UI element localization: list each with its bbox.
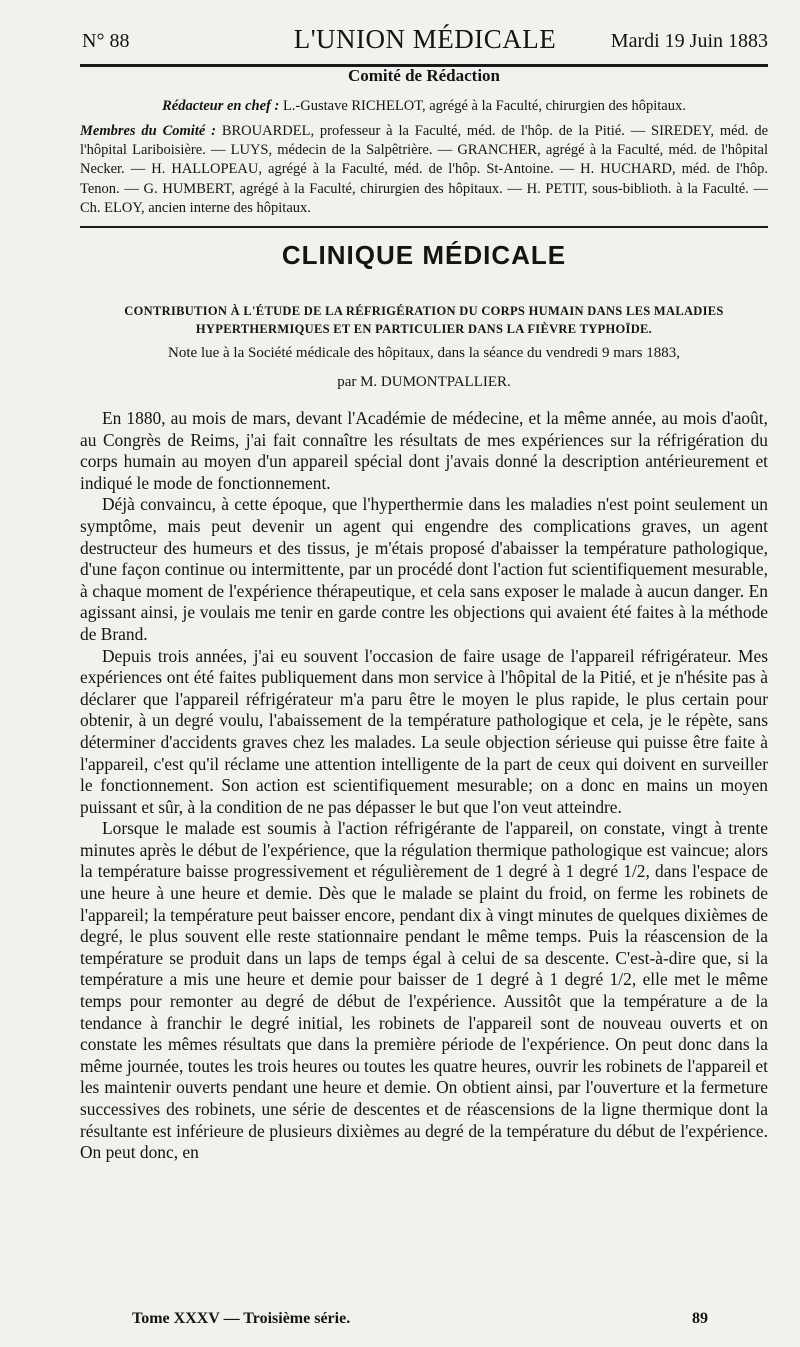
page-number: 89 bbox=[692, 1310, 708, 1327]
section-heading: CLINIQUE MÉDICALE bbox=[281, 240, 567, 270]
paragraph: Lorsque le malade est soumis à l'action réfrigérante de l'appareil, on constate, vingt à trente minutes après le début de l'expérience, que la régulation thermique pathologique est vaincue; alors la température baisse progressivement et régulièrement de 1 degré à 1 degré 1/2, dans l'espace de une heure à une heure et demie. Dès que le malade se plaint du froid, on ferme les robinets de l'appareil; la température peut baisser encore, pendant dix à vingt minutes de quelques dixièmes de degré, le plus souvent elle reste stationnaire pendant le même temps. Puis la réascension de la température se produit dans un laps de temps égal à celui de sa descente. C'est-à-dire que, si la température a mis une heure et demie pour baisser de 1 degré à 1 degré 1/2, elle met le même temps pour remonter au degré de début de l'expérience. Aussitôt que la température a de la tendance à franchir le degré initial, les robinets de l'appareil sont de nouveau ouverts et on constate les mêmes résultats que dans la première période de l'expérience. On peut donc dans la même journée, toutes les trois heures ou toutes les quatre heures, ouvrir les robinets de l'appareil et les maintenir ouverts pendant une heure et demie. On obtient ainsi, par l'ouverture et la fermeture successives des robinets, une série de descentes et de réascensions de la ligne thermique dont la résultante est inférieure de plusieurs dixièmes au degré de la température du début de l'expérience. On peut donc, en bbox=[80, 818, 768, 1163]
members-text: BROUARDEL, professeur à la Faculté, méd. de l'hôp. de la Pitié. — SIREDEY, méd. de l'hôpital Lariboisière. — LUYS, médecin de la Salpêtrière. — GRANCHER, agrégé à la Faculté, méd. de l'hôpital Necker. — H. HALLOPEAU, agrégé à la Faculté, méd. de l'hôp. St-Antoine. — H. HUCHARD, méd. de l'hôp. Tenon. — G. HUMBERT, agrégé à la Faculté, chirurgien des hôpitaux. — H. PETIT, sous-biblioth. à la Faculté. — Ch. ELOY, ancien interne des hôpitaux. bbox=[80, 123, 768, 216]
editor-label: Rédacteur en chef : bbox=[162, 98, 280, 114]
issue-date: Mardi 19 Juin 1883 bbox=[610, 30, 768, 52]
paragraph: Déjà convaincu, à cette époque, que l'hyperthermie dans les maladies n'est point seulement un symptôme, mais peut devenir un agent qui engendre des complications graves, un agent destructeur des humeurs et des tissus, je m'étais proposé d'abaisser la température pathologique, d'une façon continue ou intermittente, par un procédé dont l'action fut scientifiquement mesurable, à chaque moment de l'expérience thérapeutique, et cela sans exposer le malade à aucun danger. En agissant ainsi, je voulais me tenir en garde contre les objections qui avaient été faites à la méthode de Brand. bbox=[80, 494, 768, 644]
article-body bbox=[80, 408, 768, 1164]
members-label: Membres du Comité : bbox=[80, 123, 216, 139]
volume-label: Tome XXXV — Troisième série. bbox=[132, 1310, 351, 1327]
paragraph: Depuis trois années, j'ai eu souvent l'occasion de faire usage de l'appareil réfrigérateur. Mes expériences ont été faites publiquement dans mon service à l'hôpital de la Pitié, et je n'hésite pas à déclarer que l'appareil réfrigérateur m'a paru être le moyen le plus rapide, le plus certain pour obtenir, à un degré voulu, l'abaissement de la température pathologique et cela, je le répète, sans déterminer d'accidents graves chez les malades. La seule objection sérieuse qui puisse être faite à l'appareil, c'est qu'il réclame une attention intelligente de la part de ceux qui doivent en surveiller le fonctionnement. Son action est scientifiquement mesurable; on a donc en mains un moyen puissant et sûr, à la condition de ne pas dépasser le but que l'on veut atteindre. bbox=[80, 645, 768, 817]
article-note: Note lue à la Société médicale des hôpitaux, dans la séance du vendredi 9 mars 1883, bbox=[168, 345, 680, 361]
article-title: CONTRIBUTION À L'ÉTUDE DE LA RÉFRIGÉRATION DU CORPS HUMAIN DANS LES MALADIES HYPERTHERMIQUES ET EN PARTICULIER DANS LA FIÈVRE TYPHOÏDE. bbox=[124, 304, 724, 336]
issue-number: N° 88 bbox=[82, 30, 130, 52]
section-rule bbox=[80, 226, 768, 228]
committee-title: Comité de Rédaction bbox=[347, 66, 501, 85]
article-author: par M. DUMONTPALLIER. bbox=[337, 374, 511, 390]
journal-title: L'UNION MÉDICALE bbox=[293, 24, 557, 54]
editor-line bbox=[80, 98, 768, 115]
committee-members bbox=[80, 122, 768, 218]
page-footer bbox=[80, 1310, 768, 1334]
running-header bbox=[82, 24, 768, 58]
editor-text: L.-Gustave RICHELOT, agrégé à la Faculté, chirurgien des hôpitaux. bbox=[279, 98, 686, 114]
paragraph: En 1880, au mois de mars, devant l'Académie de médecine, et la même année, au mois d'août, au Congrès de Reims, j'ai fait connaître les résultats de mes expériences sur la réfrigération du corps humain au moyen d'un appareil spécial dont j'avais donné la description antérieurement et indiqué le mode de fonctionnement. bbox=[80, 408, 768, 493]
